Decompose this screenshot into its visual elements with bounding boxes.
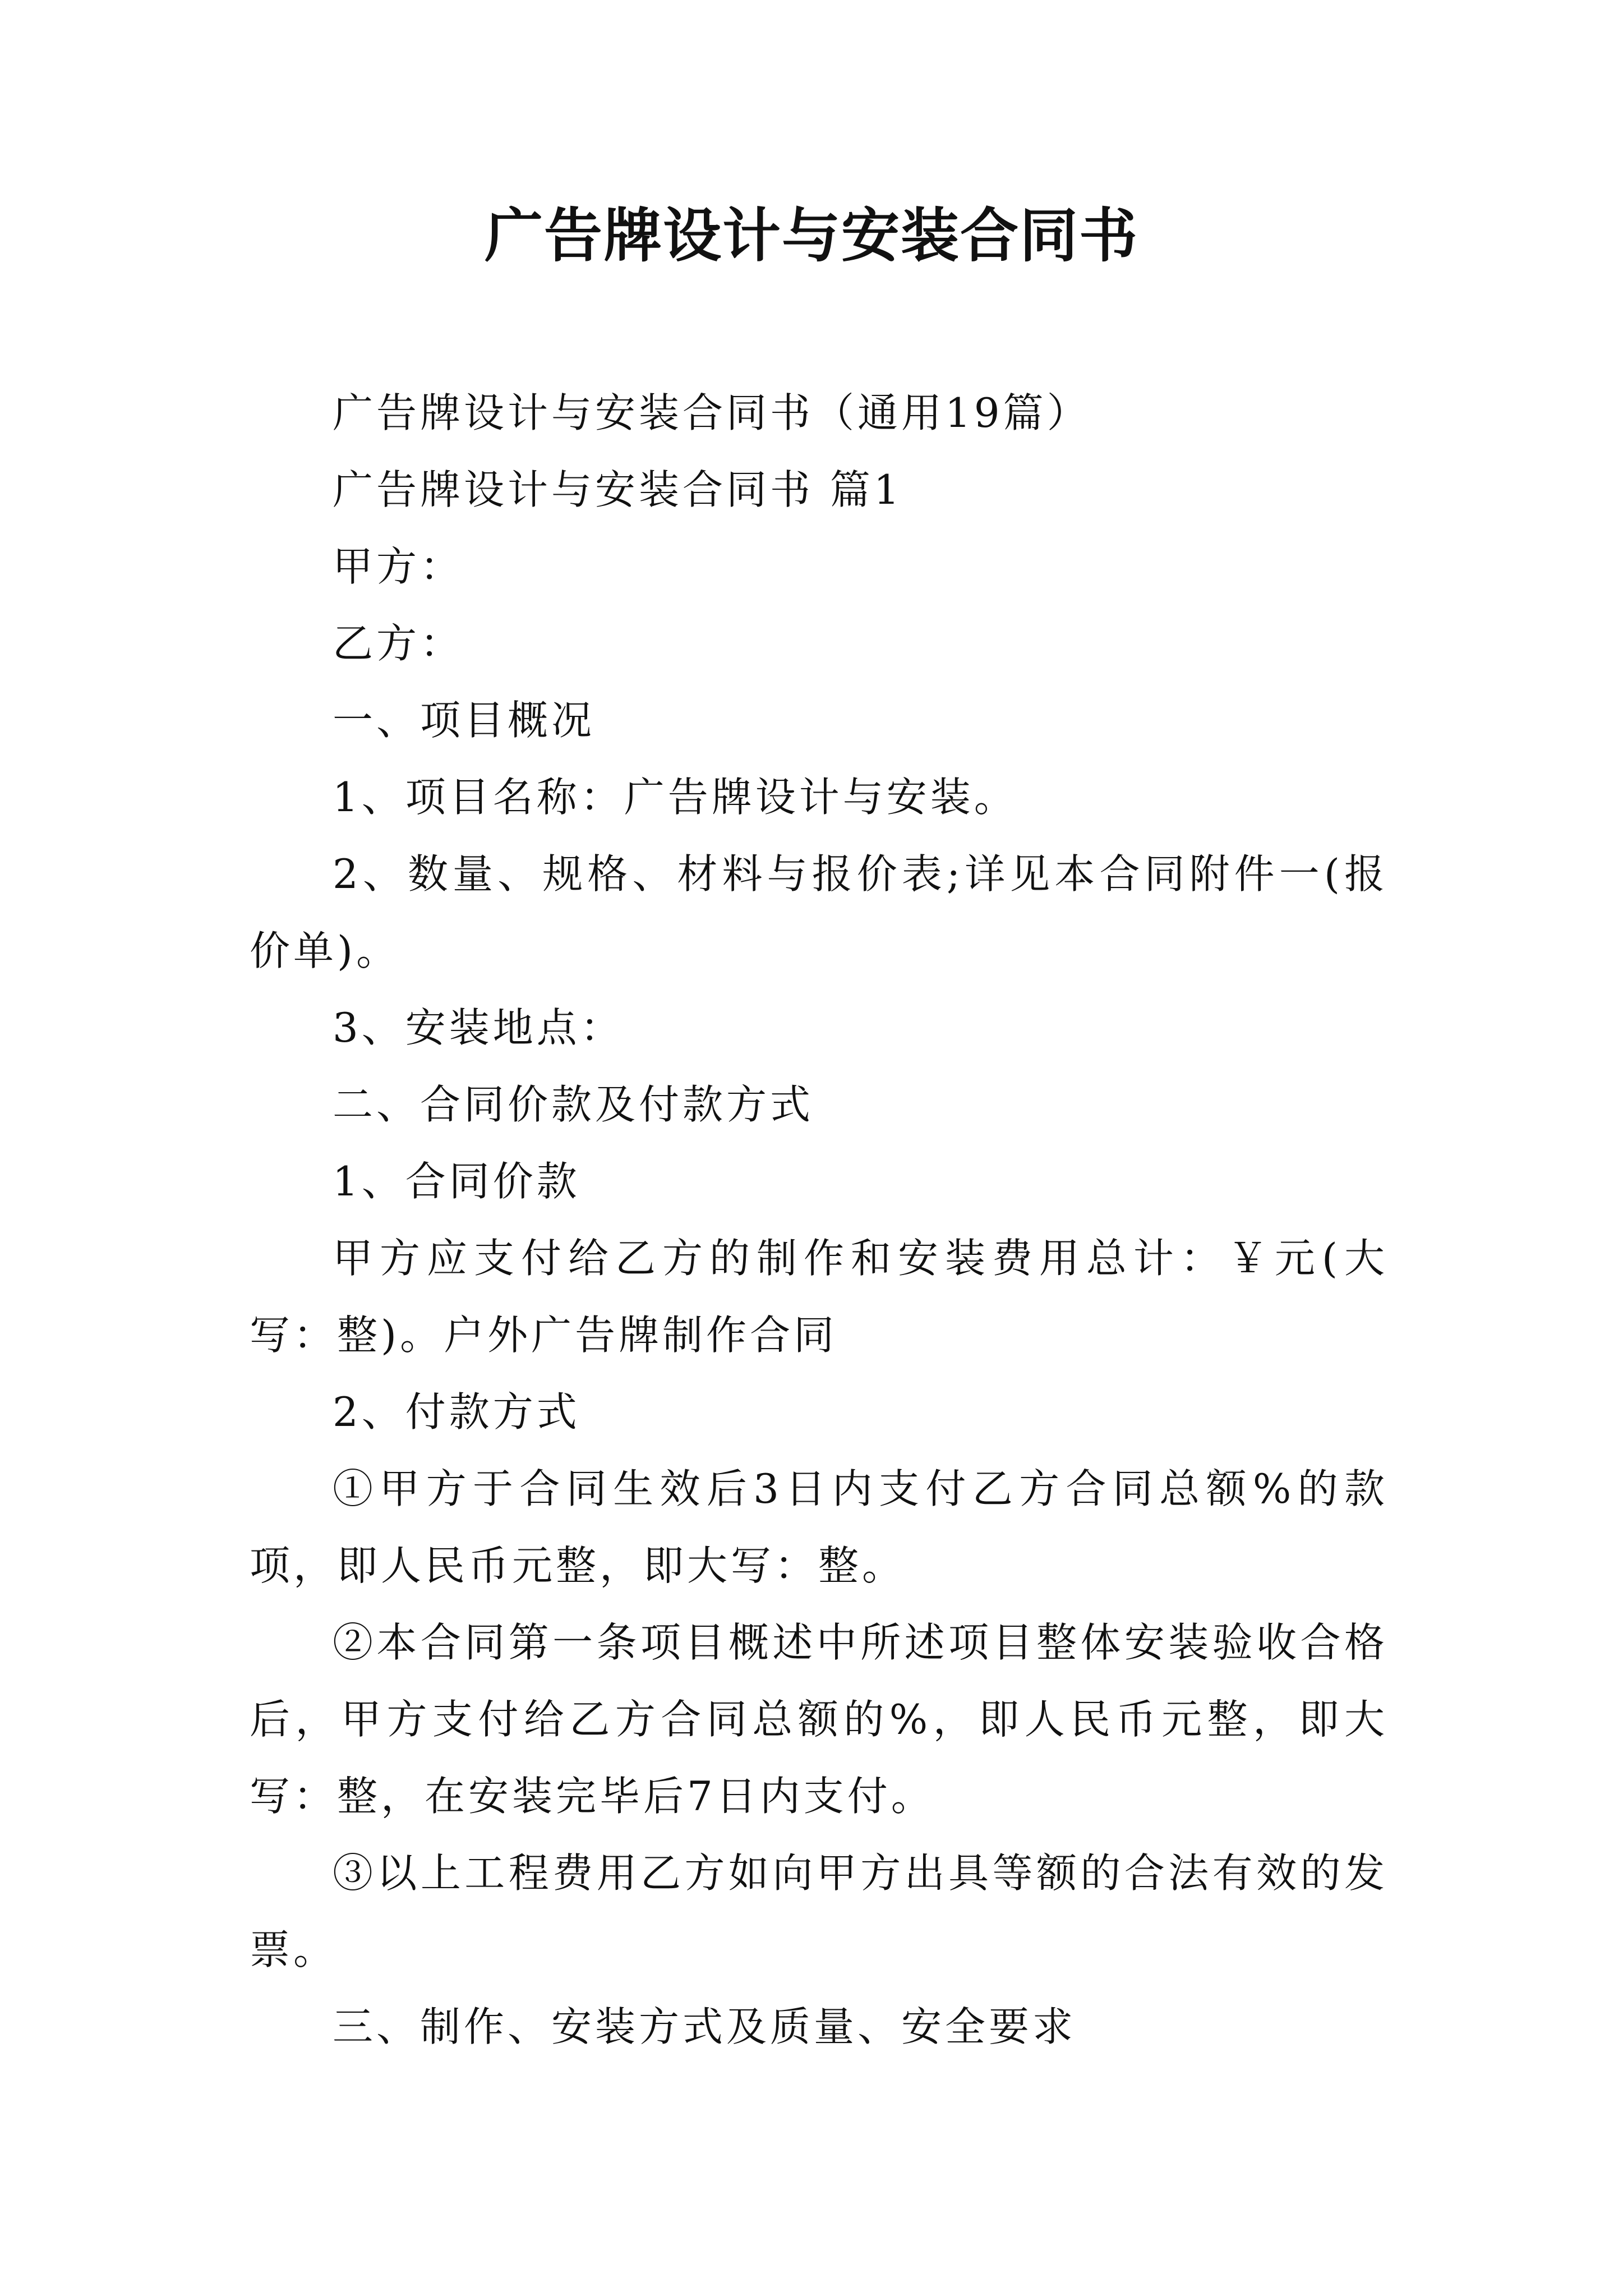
paragraph-heading-1: 一、项目概况 bbox=[333, 697, 596, 744]
paragraph-item-1-1: 1、项目名称：广告牌设计与安装。 bbox=[333, 774, 1018, 821]
paragraph-heading-3: 三、制作、安装方式及质量、安全要求 bbox=[333, 2003, 1077, 2050]
paragraph-price: 甲方应支付给乙方的制作和安装费用总计：￥元(大写：整)。户外广告牌制作合同 bbox=[250, 1235, 1388, 1359]
paragraph-item-2-2: 2、付款方式 bbox=[333, 1388, 580, 1435]
paragraph-item-1-2: 2、数量、规格、材料与报价表;详见本合同附件一(报价单)。 bbox=[250, 850, 1388, 974]
paragraph-item-1-3: 3、安装地点： bbox=[333, 1004, 624, 1051]
paragraph-heading-2: 二、合同价款及付款方式 bbox=[333, 1081, 814, 1128]
paragraph-payment-2: ②本合同第一条项目概述中所述项目整体安装验收合格后，甲方支付给乙方合同总额的%，即人民币元整，即大写：整，在安装完毕后7日内支付。 bbox=[250, 1619, 1388, 1820]
paragraph-payment-3: ③以上工程费用乙方如向甲方出具等额的合法有效的发票。 bbox=[250, 1849, 1388, 1973]
paragraph-subtitle: 广告牌设计与安装合同书（通用19篇） bbox=[333, 389, 1091, 436]
paragraph-party-b: 乙方： bbox=[333, 620, 464, 667]
paragraph-party-a: 甲方： bbox=[333, 543, 464, 590]
paragraph-section-heading: 广告牌设计与安装合同书 篇1 bbox=[333, 466, 903, 513]
document-body bbox=[250, 375, 1388, 2065]
paragraph-item-2-1: 1、合同价款 bbox=[333, 1158, 580, 1205]
document-title: 广告牌设计与安装合同书 bbox=[484, 201, 1138, 270]
paragraph-payment-1: ①甲方于合同生效后3日内支付乙方合同总额%的款项，即人民币元整，即大写：整。 bbox=[250, 1465, 1388, 1589]
